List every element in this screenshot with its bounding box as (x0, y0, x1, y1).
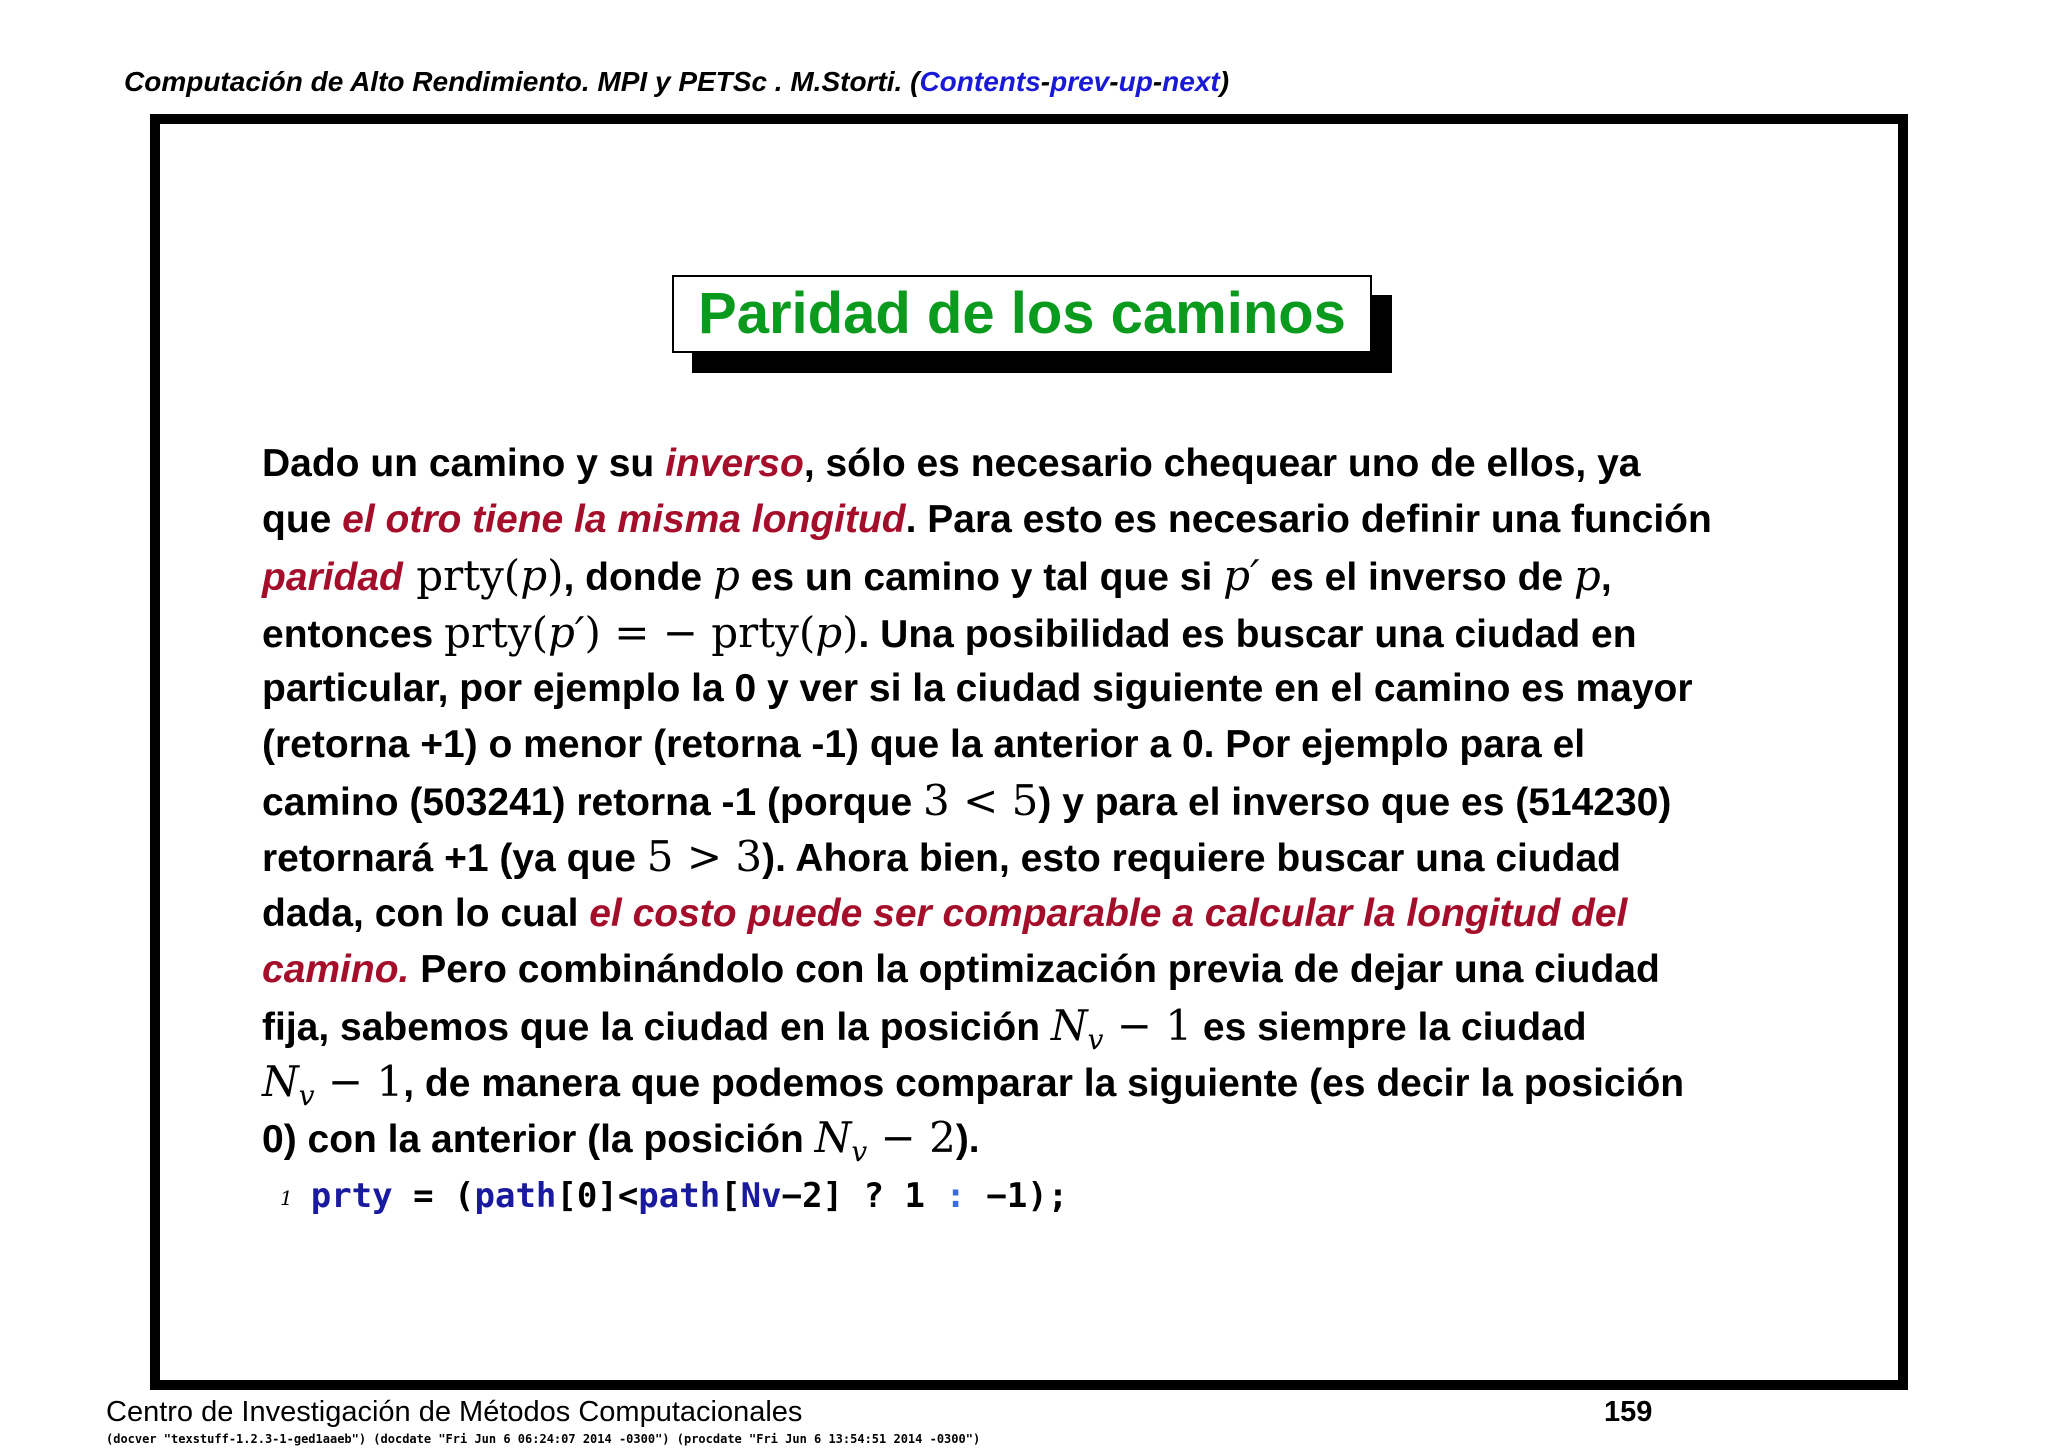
body-text-run: , de manera que podemos comparar la siguiente (es decir la posición (403, 1062, 1685, 1106)
nav-contents-link[interactable]: Contents (919, 66, 1041, 97)
math-expression: prty( (402, 551, 521, 601)
math-expression: 3 < 5 (923, 776, 1039, 826)
body-line (262, 717, 1822, 773)
emphasis-text: paridad (262, 556, 403, 600)
body-text-run: . Para esto es necesario definir una función (905, 498, 1712, 542)
emphasis-text: inverso (665, 442, 804, 485)
code-identifier: path (638, 1176, 721, 1216)
code-token: −1); (965, 1176, 1069, 1216)
body-line (262, 436, 1822, 492)
body-text-run: entonces (262, 612, 445, 656)
body-line (262, 829, 1822, 885)
running-header (124, 66, 1229, 98)
body-text-run: dada, con lo cual (262, 891, 590, 935)
math-expression: − 1 (314, 1057, 404, 1107)
math-expression: p′ (548, 607, 585, 657)
nav-separator: - (1040, 66, 1051, 97)
body-text-run: es un camino y tal que si (739, 556, 1224, 600)
nav-prev-link[interactable]: prev (1050, 66, 1110, 97)
math-expression: v (851, 1135, 868, 1169)
header-suffix: ) (1219, 66, 1230, 97)
math-expression: N (1050, 1000, 1088, 1050)
body-line (262, 605, 1822, 661)
math-expression: ) (842, 607, 859, 657)
math-expression: N (814, 1113, 852, 1163)
body-text-run: , sólo es necesario chequear uno de ellos, ya (803, 442, 1641, 485)
body-line (262, 1054, 1822, 1110)
body-text-run: retornará +1 (ya que (262, 837, 647, 881)
body-text-run: ). (955, 1118, 980, 1162)
footer-version-info: (docver "texstuff-1.2.3-1-ged1aaeb") (docdate "Fri Jun 6 06:24:07 2014 -0300") (procdate "Fri Jun 6 13:54:51 2014 -0300") (106, 1432, 981, 1446)
math-expression: − 2 (867, 1113, 956, 1163)
body-text-run: , (1600, 556, 1612, 600)
body-text-run: (retorna +1) o menor (retorna -1) que la anterior a 0. Por ejemplo para el (262, 722, 1586, 766)
body-text-run: particular, por ejemplo la 0 y ver si la ciudad siguiente en el camino es mayor (262, 666, 1693, 710)
emphasis-text: camino. (262, 947, 410, 991)
page-number: 159 (1604, 1396, 1653, 1428)
slide-body (262, 436, 1822, 1169)
code-identifier: Nv (740, 1176, 782, 1216)
body-text-run: es el inverso de (1259, 556, 1574, 600)
code-token: [ (720, 1176, 741, 1216)
body-text-run: Pero combinándolo con la optimización previa de dejar una ciudad (409, 947, 1660, 991)
math-expression: 5 > 3 (646, 832, 763, 882)
code-token: = ( (392, 1176, 475, 1216)
code-token: : (945, 1176, 966, 1216)
body-line (262, 773, 1822, 829)
nav-up-link[interactable]: up (1118, 66, 1153, 97)
body-text-run: . Una posibilidad es buscar una ciudad en (858, 612, 1637, 656)
footer-institution: Centro de Investigación de Métodos Computacionales (106, 1396, 803, 1428)
body-line (262, 942, 1822, 998)
math-expression: ) (547, 551, 564, 601)
slide-title: Paridad de los caminos (672, 275, 1372, 353)
code-token: [0]< (556, 1176, 639, 1216)
math-expression: prty( (444, 607, 549, 657)
body-line (262, 886, 1822, 942)
emphasis-text: el otro tiene la misma longitud (342, 498, 906, 542)
body-text-run: ) y para el inverso que es (514230) (1038, 781, 1672, 825)
body-text-run: Dado un camino y su (262, 442, 666, 485)
math-expression: p′ (1223, 551, 1260, 601)
body-line (262, 998, 1822, 1054)
code-line-number: 1 (280, 1186, 293, 1210)
body-line (262, 548, 1822, 604)
body-text-run: que (262, 498, 343, 542)
body-line (262, 661, 1822, 717)
body-line (262, 1110, 1822, 1169)
code-identifier: path (474, 1176, 557, 1216)
code-line (311, 1176, 1069, 1216)
code-token: −2] ? 1 (781, 1176, 946, 1216)
math-expression: p (520, 551, 548, 601)
body-text-run: 0) con la anterior (la posición (262, 1118, 815, 1162)
math-expression: − 1 (1103, 1000, 1193, 1050)
nav-next-link[interactable]: next (1162, 66, 1220, 97)
body-text-run: ). Ahora bien, esto requiere buscar una ciudad (762, 837, 1622, 881)
emphasis-text: el costo puede ser comparable a calcular la longitud del (589, 891, 1628, 935)
math-expression: p (815, 607, 843, 657)
slide-title-container (672, 275, 1372, 353)
code-listing (280, 1176, 1068, 1216)
body-text-run: camino (503241) retorna -1 (porque (262, 781, 924, 825)
nav-separator: - (1152, 66, 1163, 97)
math-expression: N (262, 1057, 299, 1107)
math-expression: p (712, 551, 740, 601)
body-text-run: es siempre la ciudad (1192, 1005, 1587, 1049)
math-expression: ) = − prty( (584, 607, 816, 657)
body-text-run: fija, sabemos que la ciudad en la posición (262, 1005, 1051, 1049)
body-text-run: , donde (563, 556, 713, 600)
math-expression: v (1087, 1022, 1104, 1056)
code-identifier: prty (310, 1176, 393, 1216)
math-expression: v (298, 1078, 315, 1112)
nav-separator: - (1109, 66, 1119, 97)
header-prefix: Computación de Alto Rendimiento. MPI y PETSc . M.Storti. ( (124, 66, 920, 97)
math-expression: p (1573, 551, 1601, 601)
body-line (262, 492, 1822, 548)
